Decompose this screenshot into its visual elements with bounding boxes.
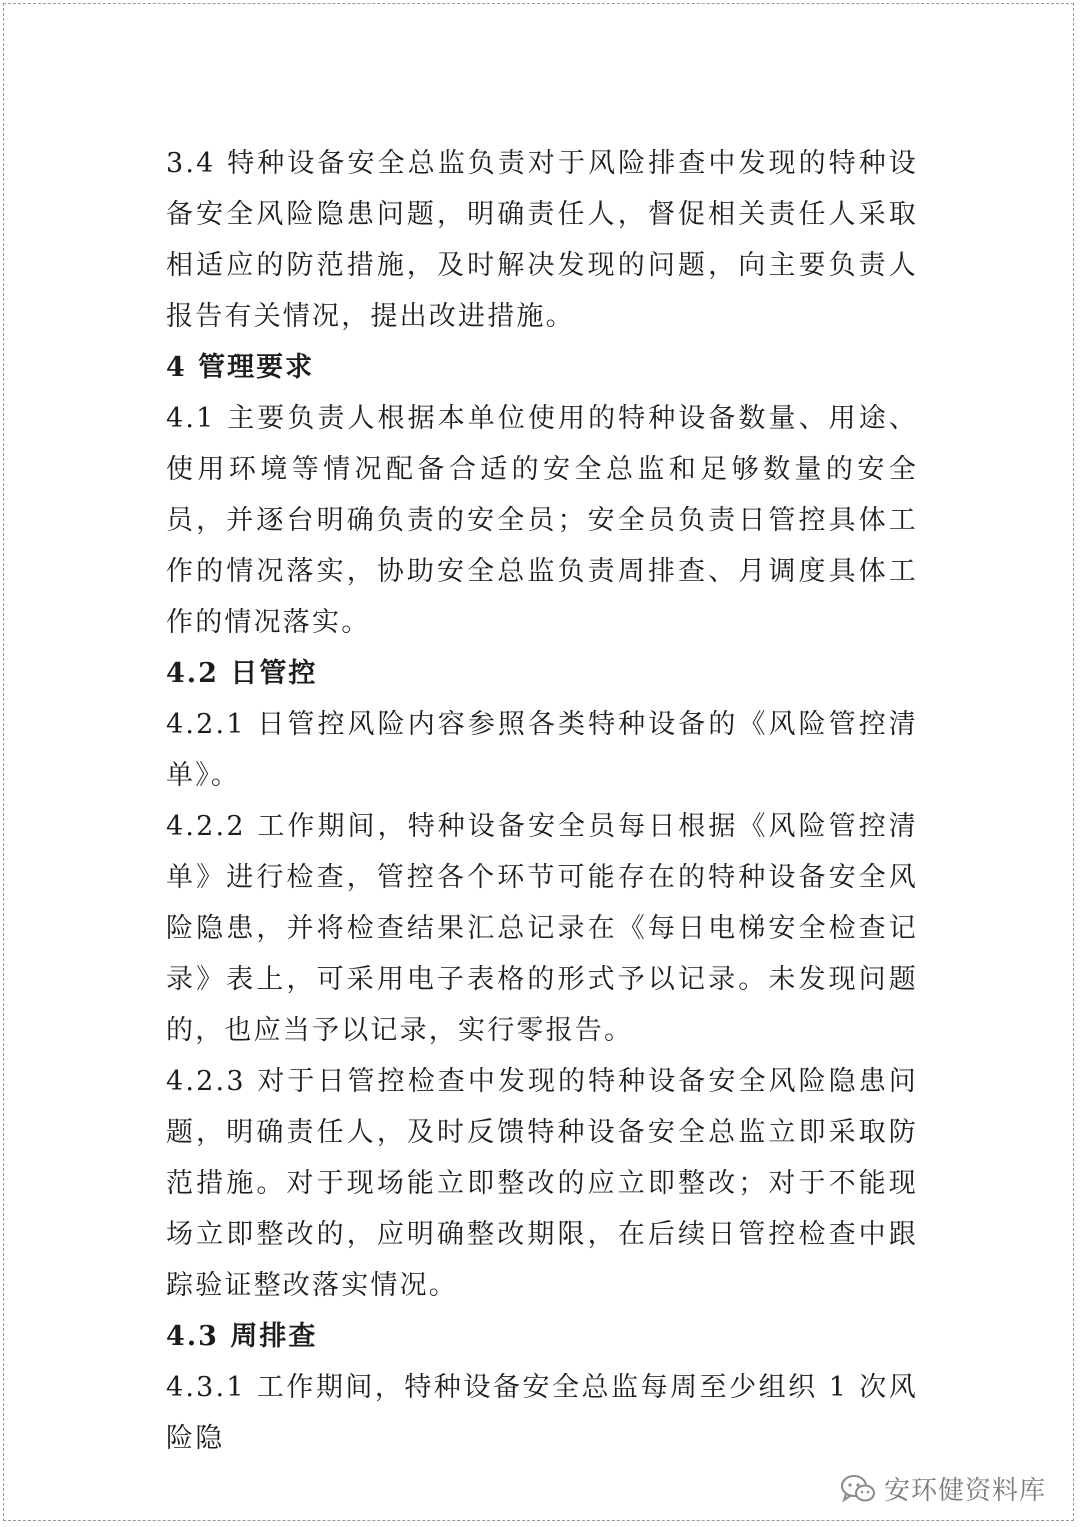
para-3-4: 3.4 特种设备安全总监负责对于风险排查中发现的特种设备安全风险隐患问题，明确责任人，督促相关责任人采取相适应的防范措施，及时解决发现的问题，向主要负责人报告有关情况，提出改进措施。 — [166, 148, 918, 332]
wechat-icon — [840, 1474, 876, 1504]
para-4-3-1: 4.3.1 工作期间，特种设备安全总监每周至少组织 1 次风险隐 — [166, 1372, 918, 1454]
watermark-text: 安环健资料库 — [883, 1476, 1046, 1506]
heading-4-2: 4.2 日管控 — [166, 658, 318, 689]
heading-4: 4 管理要求 — [166, 352, 315, 383]
document-body — [166, 138, 918, 1464]
para-4-1: 4.1 主要负责人根据本单位使用的特种设备数量、用途、使用环境等情况配备合适的安全总监和足够数量的安全员，并逐台明确负责的安全员；安全员负责日管控具体工作的情况落实，协助安全总监负责周排查、月调度具体工作的情况落实。 — [166, 403, 918, 638]
para-4-2-2: 4.2.2 工作期间，特种设备安全员每日根据《风险管控清单》进行检查，管控各个环节可能存在的特种设备安全风险隐患，并将检查结果汇总记录在《每日电梯安全检查记录》表上，可采用电子表格的形式予以记录。未发现问题的，也应当予以记录，实行零报告。 — [166, 811, 918, 1046]
heading-4-3: 4.3 周排查 — [166, 1321, 318, 1352]
para-4-2-3: 4.2.3 对于日管控检查中发现的特种设备安全风险隐患问题，明确责任人，及时反馈特种设备安全总监立即采取防范措施。对于现场能立即整改的应立即整改；对于不能现场立即整改的，应明确整改期限，在后续日管控检查中跟踪验证整改落实情况。 — [166, 1066, 918, 1301]
para-4-2-1: 4.2.1 日管控风险内容参照各类特种设备的《风险管控清单》。 — [166, 709, 918, 791]
watermark — [840, 1470, 1046, 1507]
